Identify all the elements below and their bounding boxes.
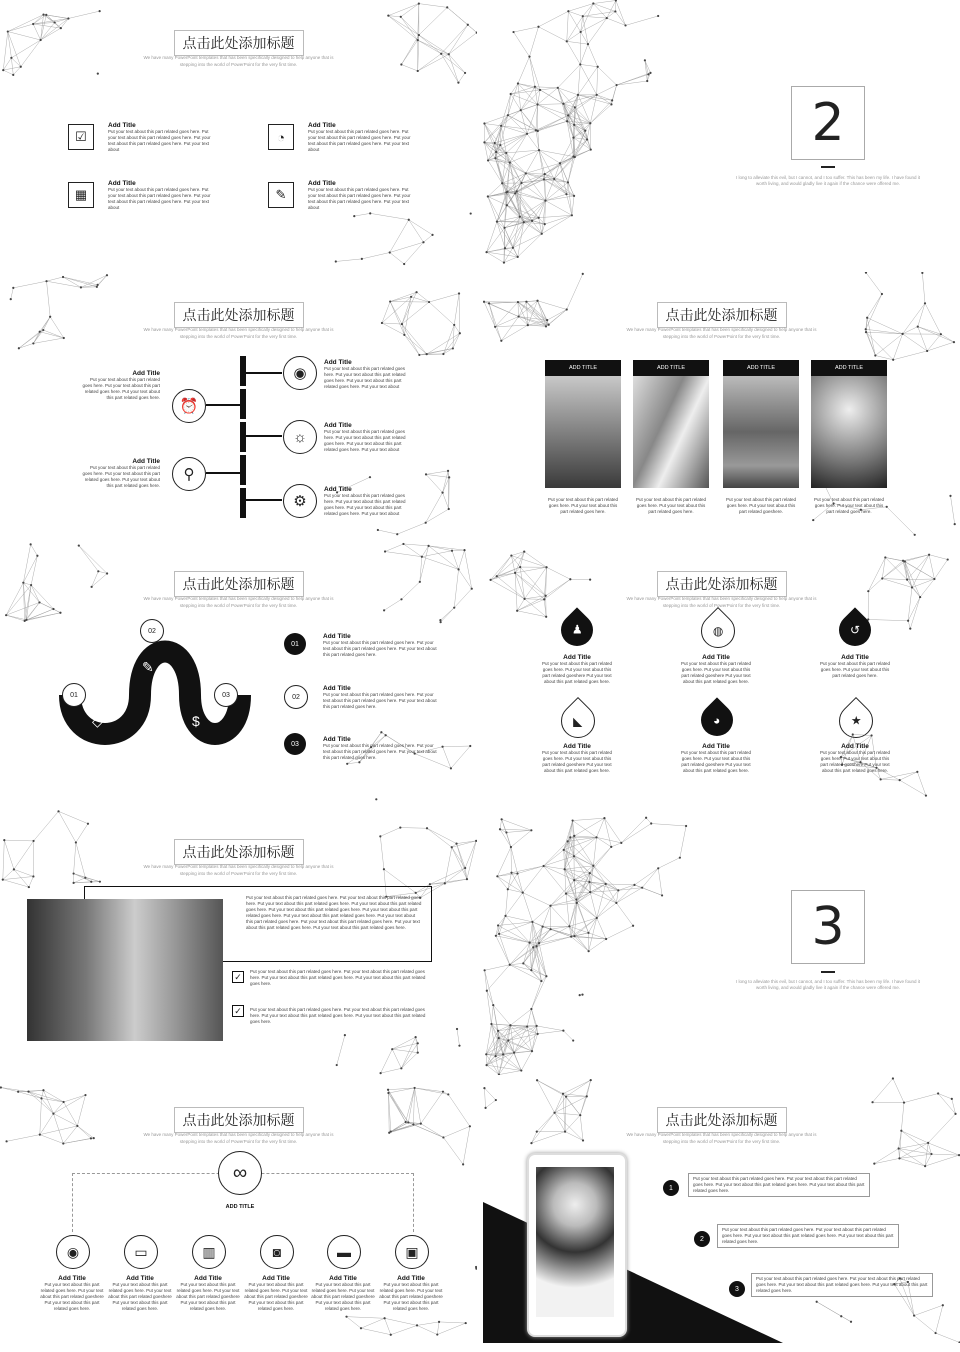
weibo-icon: ◕ [694,697,739,742]
card-header: ADD TITLE [545,360,621,376]
infinity-icon: ∞ [218,1151,262,1195]
briefcase-icon: ▭ [124,1235,158,1269]
slide-title: 点击此处添加标题 [174,839,304,865]
card-text: Put your text about this part related goes here. Put your text about this part related goes here. [547,497,619,514]
step-item [323,633,437,658]
item-text: Put your text about this part related goes here. Put your text about this part related goes here. Put your text about this part related goes here. Put your text about [108,187,211,210]
item-text: Put your text about this part related goes here. Put your text about this part related goes here. Put your text about this part related goes here. Put your text about [308,129,411,152]
item-title: Add Title [126,1275,154,1282]
feature-item [176,1275,240,1312]
item-title: Add Title [324,359,352,366]
slide-subtitle: We have many PowerPoint templates that has been specifically designed to help anyone that is stepping into the world of PowerPoint for the very first time. [143,596,334,608]
item-text: Put your text about this part related goes here. Put your text about this part related goeshere Put your text about this part related goes here. [311,1282,375,1311]
section-divider [821,971,835,973]
timeline-bar [240,356,246,520]
money-icon: $ [192,713,200,729]
item-text: Put your text about this part related goes here. Put your text about this part related goes here. Put your text about this part related goes here. [82,377,160,400]
item-title: Add Title [702,743,730,750]
network-decoration-large [483,809,960,1075]
left-item [82,458,160,489]
item-title: Add Title [563,743,591,750]
right-item [324,359,414,390]
item-text: Put your text about this part related goes here. Put your text about this part related goes here. Put your text about this part related goes here. [323,692,437,709]
card-text: Put your text about this part related goes here. Put your text about this part related goes here. [635,497,707,514]
slide-title: 点击此处添加标题 [174,1107,304,1133]
step-label: 01 [62,683,86,707]
item-title: Add Title [841,743,869,750]
item-title: Add Title [58,1275,86,1282]
barcode-icon: ▥ [192,1235,226,1269]
item-title: Add Title [132,370,160,377]
businessman-photo [27,899,223,1041]
checkbox-icon: ✓ [232,1005,244,1017]
item-title: Add Title [108,122,136,129]
item-block [108,180,218,211]
item-title: Add Title [702,654,730,661]
card-text: Put your text about this part related goes here. Put your text about this part related goes here. [813,497,885,514]
item-text: Put your text about this part related goes here. Put your text about this part related goes here. Put your text about this part related goes here. Put your text about [308,187,411,210]
smiling-man-photo [536,1167,614,1317]
camera-icon: ◙ [260,1235,294,1269]
section-number: 3 [791,890,865,964]
feature-item [40,1275,104,1312]
pencil-icon: ✎ [142,659,154,675]
slide-4[interactable] [483,272,960,538]
social-item [680,743,752,774]
connector [206,404,240,406]
slide-title: 点击此处添加标题 [657,1107,787,1133]
item-text: Put your text about this part related goes here. Put your text about this part related goeshere Put your text about this part related goes here. [680,661,752,684]
feature-item [379,1275,443,1312]
card-header: ADD TITLE [723,360,799,376]
card-header: ADD TITLE [811,360,887,376]
feature-item [311,1275,375,1312]
slide-subtitle: We have many PowerPoint templates that has been specifically designed to help anyone that is stepping into the world of PowerPoint for the very first time. [143,327,334,339]
item-title: Add Title [397,1275,425,1282]
slide-subtitle: We have many PowerPoint templates that has been specifically designed to help anyone that is stepping into the world of PowerPoint for the very first time. [626,596,817,608]
list-number: 1 [663,1180,679,1196]
section-quote: I long to alleviate this evil, but I cannot, and I too suffer. This has been my life. I have found it worth living, and would gladly live it again if the chance were offered me. [736,979,920,990]
item-text: Put your text about this part related goes here. Put your text about this part related goeshere Put your text about this part related goes here. [379,1282,443,1311]
right-item [324,486,414,517]
tencent-icon: ↺ [832,607,877,652]
item-block [108,122,218,153]
devices-icon: ▣ [395,1235,429,1269]
lamp-icon: ⚲ [172,457,206,491]
diamond-icon: ◇ [92,713,103,729]
item-title: Add Title [841,654,869,661]
slide-title: 点击此处添加标题 [657,571,787,597]
connector [246,372,282,374]
item-text: Put your text about this part related goes here. Put your text about this part related goeshere Put your text about this part related goes here. [541,661,613,684]
item-text: Put your text about this part related goes here. Put your text about this part related goes here. Put your text about this part related goes here. Put your text about [324,493,406,516]
card-header: ADD TITLE [633,360,709,376]
list-number: 2 [694,1231,710,1247]
item-text: Put your text about this part related goes here. Put your text about this part related goes here. Put your text about this part related goes here. Put your text about [324,366,406,389]
item-title: Add Title [108,180,136,187]
connector [206,472,240,474]
check-text: Put your text about this part related goes here. Put your text about this part related goes here. Put your text about this part related goes here. Put your text about this part related goes here. [250,1007,426,1024]
item-block [308,122,418,153]
section-divider [821,166,835,168]
item-block [308,180,418,211]
qq-icon: ♟ [554,607,599,652]
slide-title: 点击此处添加标题 [657,302,787,328]
slide-subtitle: We have many PowerPoint templates that has been specifically designed to help anyone that is stepping into the world of PowerPoint for the very first time. [143,55,334,67]
slide-subtitle: We have many PowerPoint templates that has been specifically designed to help anyone that is stepping into the world of PowerPoint for the very first time. [143,864,334,876]
slide-title: 点击此处添加标题 [174,30,304,56]
item-title: Add Title [324,486,352,493]
item-text: Put your text about this part related goes here. Put your text about this part related goes here. Put your text about this part related goes here. Put your text about [108,129,211,152]
item-text: Put your text about this part related goes here. Put your text about this part related goes here. Put your text about this part related goes here. Put your text about [324,429,406,452]
item-title: Add Title [323,685,351,692]
feature-item [108,1275,172,1312]
frame-text: Put your text about this part related goes here. Put your text about this part related goes here. Put your text about this part related goes here. Put your text about this part related goes here. Put your text about this part related goes here. Put your text about this part related goes here. Put your text about this part related goes here. Put your text about this part related goes here. Put your text about this part related goes here. Put your text about this part related goes here. Put your text about this part related goes here. [246,895,422,930]
center-title: ADD TITLE [225,1204,255,1210]
item-title: Add Title [262,1275,290,1282]
social-item [541,743,613,774]
bulb-icon: ☼ [283,420,317,454]
item-title: Add Title [132,458,160,465]
slide-9[interactable] [0,1077,477,1343]
star-icon: ★ [832,697,880,745]
right-item [324,422,414,453]
item-text: Put your text about this part related goes here. Put your text about this part related goeshere Put your text about this part related goes here. [819,750,891,773]
check-text: Put your text about this part related goes here. Put your text about this part related goes here. Put your text about this part related goes here. Put your text about this part related goes here. [250,969,426,986]
item-title: Add Title [329,1275,357,1282]
grid-icon: ▦ [68,182,94,208]
list-text-box: Put your text about this part related goes here. Put your text about this part related goes here. Put your text about this part related goes here. Put your text about this part related goes here. [688,1173,870,1197]
step-circle: 01 [284,633,306,655]
step-label: 03 [214,683,238,707]
slide-subtitle: We have many PowerPoint templates that has been specifically designed to help anyone that is stepping into the world of PowerPoint for the very first time. [626,327,817,339]
pen-icon: ✎ [268,182,294,208]
list-text-box: Put your text about this part related goes here. Put your text about this part related goes here. Put your text about this part related goes here. Put your text about this part related goes here. [717,1224,899,1248]
slide-2-section[interactable] [483,0,960,266]
wechat-icon: ◍ [694,607,742,655]
globe-icon: ◉ [56,1235,90,1269]
social-item [819,654,891,679]
card-icon: ▬ [327,1235,361,1269]
connector [246,435,282,437]
slide-subtitle: We have many PowerPoint templates that has been specifically designed to help anyone that is stepping into the world of PowerPoint for the very first time. [143,1132,334,1144]
slide-5[interactable] [0,541,477,807]
item-text: Put your text about this part related goes here. Put your text about this part related goes here. [819,661,891,678]
checkbox-icon: ✓ [232,971,244,983]
network-decoration-large [483,0,960,266]
city-photo [723,376,799,488]
slide-1[interactable] [0,0,477,266]
card-text: Put your text about this part related goes here. Put your text about this part related goeshere. [725,497,797,514]
step-circle: 03 [284,733,306,755]
social-item [541,654,613,685]
item-title: Add Title [323,736,351,743]
slide-title: 点击此处添加标题 [174,571,304,597]
item-text: Put your text about this part related goes here. Put your text about this part related goeshere Put your text about this part related goes here. [176,1282,240,1311]
list-number: 3 [729,1281,745,1297]
item-title: Add Title [308,180,336,187]
step-item [323,736,437,761]
item-text: Put your text about this part related goes here. Put your text about this part related goes here. Put your text about this part related goes here. [323,640,437,657]
checklist-icon: ☑ [68,124,94,150]
building-photo [545,376,621,488]
step-label: 02 [140,619,164,643]
item-title: Add Title [323,633,351,640]
clock-icon: ⏰ [172,389,206,423]
item-text: Put your text about this part related goes here. Put your text about this part related goes here. Put your text about this part related goes here. [323,743,437,760]
skyscraper-photo [811,376,887,488]
item-text: Put your text about this part related goes here. Put your text about this part related goeshere Put your text about this part related goes here. [40,1282,104,1311]
section-quote: I long to alleviate this evil, but I cannot, and I too suffer. This has been my life. I have found it worth living, and would gladly live it again if the chance were offered me. [736,175,920,186]
item-text: Put your text about this part related goes here. Put your text about this part related goeshere Put your text about this part related goes here. [541,750,613,773]
rss-icon: ◣ [554,697,602,745]
social-item [680,654,752,685]
list-text-box: Put your text about this part related goes here. Put your text about this part related goes here. Put your text about this part related goes here. Put your text about this part related goes here. [751,1273,933,1297]
item-text: Put your text about this part related goes here. Put your text about this part related goeshere Put your text about this part related goes here. [680,750,752,773]
slide-8-section[interactable] [483,809,960,1075]
left-item [82,370,160,401]
item-text: Put your text about this part related goes here. Put your text about this part related goes here. Put your text about this part related goes here. [82,465,160,488]
building-photo [633,376,709,488]
slide-subtitle: We have many PowerPoint templates that has been specifically designed to help anyone that is stepping into the world of PowerPoint for the very first time. [626,1132,817,1144]
item-text: Put your text about this part related goes here. Put your text about this part related goeshere Put your text about this part related goes here. [244,1282,308,1311]
step-item [323,685,437,710]
slide-7[interactable] [0,809,477,1075]
slide-6[interactable] [483,541,960,807]
item-title: Add Title [563,654,591,661]
feature-item [244,1275,308,1312]
item-title: Add Title [324,422,352,429]
section-number: 2 [791,86,865,160]
gear-icon: ⚙ [283,484,317,518]
item-title: Add Title [308,122,336,129]
chart-icon: ◔ [268,124,294,150]
slide-10[interactable] [483,1077,960,1343]
slide-title: 点击此处添加标题 [174,302,304,328]
item-text: Put your text about this part related goes here. Put your text about this part related goeshere Put your text about this part related goes here. [108,1282,172,1311]
slide-3[interactable] [0,272,477,538]
item-title: Add Title [194,1275,222,1282]
step-circle: 02 [284,685,308,709]
connector [246,499,282,501]
social-item [819,743,891,774]
globe-icon: ◉ [283,356,317,390]
